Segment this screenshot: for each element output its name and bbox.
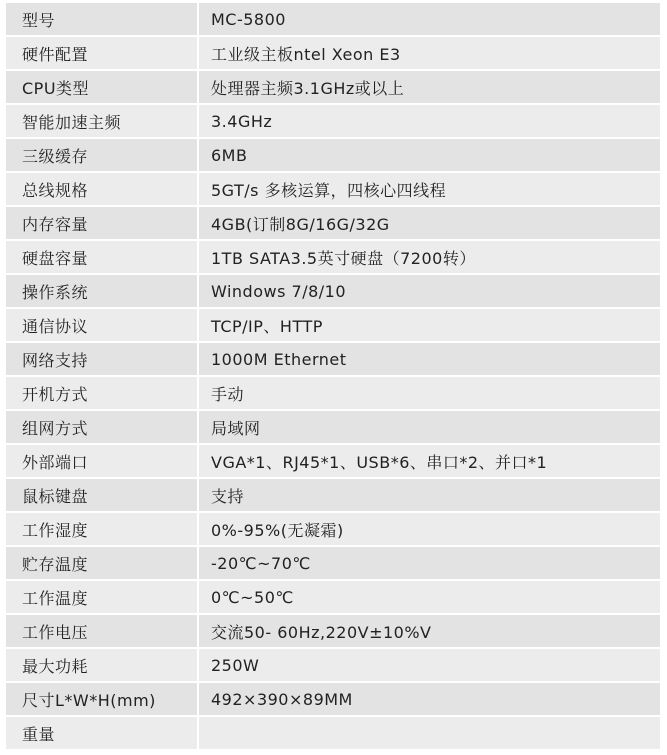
table-row [6, 37, 660, 69]
table-row [6, 547, 660, 579]
table-row [6, 445, 660, 477]
spec-value: 处理器主频3.1GHz或以上 [199, 71, 660, 103]
table-row [6, 105, 660, 137]
spec-value: 0℃~50℃ [199, 581, 660, 613]
spec-label: 内存容量 [6, 207, 199, 239]
spec-label: 型号 [6, 3, 199, 35]
table-row [6, 309, 660, 341]
table-row [6, 377, 660, 409]
table-row [6, 411, 660, 443]
spec-label: 外部端口 [6, 445, 199, 477]
spec-label: 工作电压 [6, 615, 199, 647]
table-row [6, 615, 660, 647]
spec-label: 贮存温度 [6, 547, 199, 579]
table-row [6, 207, 660, 239]
table-row [6, 649, 660, 681]
spec-value: 1000M Ethernet [199, 343, 660, 375]
spec-value: 5GT/s 多核运算，四核心四线程 [199, 173, 660, 205]
spec-value: 局域网 [199, 411, 660, 443]
spec-value: TCP/IP、HTTP [199, 309, 660, 341]
spec-label: 重量 [6, 717, 199, 749]
spec-label: 工作温度 [6, 581, 199, 613]
spec-value: 0%-95%(无凝霜) [199, 513, 660, 545]
spec-label: CPU类型 [6, 71, 199, 103]
spec-label: 三级缓存 [6, 139, 199, 171]
table-row [6, 71, 660, 103]
table-row [6, 513, 660, 545]
table-row [6, 241, 660, 273]
spec-value: Windows 7/8/10 [199, 275, 660, 307]
spec-value: 手动 [199, 377, 660, 409]
table-row [6, 717, 660, 749]
spec-value: VGA*1、RJ45*1、USB*6、串口*2、并口*1 [199, 445, 660, 477]
table-row [6, 343, 660, 375]
spec-value: 4GB(订制8G/16G/32G [199, 207, 660, 239]
spec-value: 250W [199, 649, 660, 681]
spec-value: 492×390×89MM [199, 683, 660, 715]
spec-value [199, 717, 660, 749]
spec-label: 尺寸L*W*H(mm) [6, 683, 199, 715]
table-row [6, 139, 660, 171]
spec-value: 6MB [199, 139, 660, 171]
spec-label: 操作系统 [6, 275, 199, 307]
table-row [6, 275, 660, 307]
spec-value: -20℃~70℃ [199, 547, 660, 579]
spec-label: 最大功耗 [6, 649, 199, 681]
spec-value: 1TB SATA3.5英寸硬盘（7200转） [199, 241, 660, 273]
spec-label: 开机方式 [6, 377, 199, 409]
spec-label: 组网方式 [6, 411, 199, 443]
spec-value: 支持 [199, 479, 660, 511]
table-row [6, 173, 660, 205]
spec-value: 工业级主板ntel Xeon E3 [199, 37, 660, 69]
spec-label: 鼠标键盘 [6, 479, 199, 511]
spec-label: 通信协议 [6, 309, 199, 341]
spec-label: 总线规格 [6, 173, 199, 205]
spec-label: 网络支持 [6, 343, 199, 375]
table-row [6, 479, 660, 511]
table-row [6, 581, 660, 613]
spec-label: 硬盘容量 [6, 241, 199, 273]
spec-table [6, 1, 660, 751]
spec-value: 交流50- 60Hz,220V±10%V [199, 615, 660, 647]
spec-value: 3.4GHz [199, 105, 660, 137]
spec-label: 智能加速主频 [6, 105, 199, 137]
spec-value: MC-5800 [199, 3, 660, 35]
table-row [6, 3, 660, 35]
spec-label: 硬件配置 [6, 37, 199, 69]
table-row [6, 683, 660, 715]
spec-label: 工作湿度 [6, 513, 199, 545]
